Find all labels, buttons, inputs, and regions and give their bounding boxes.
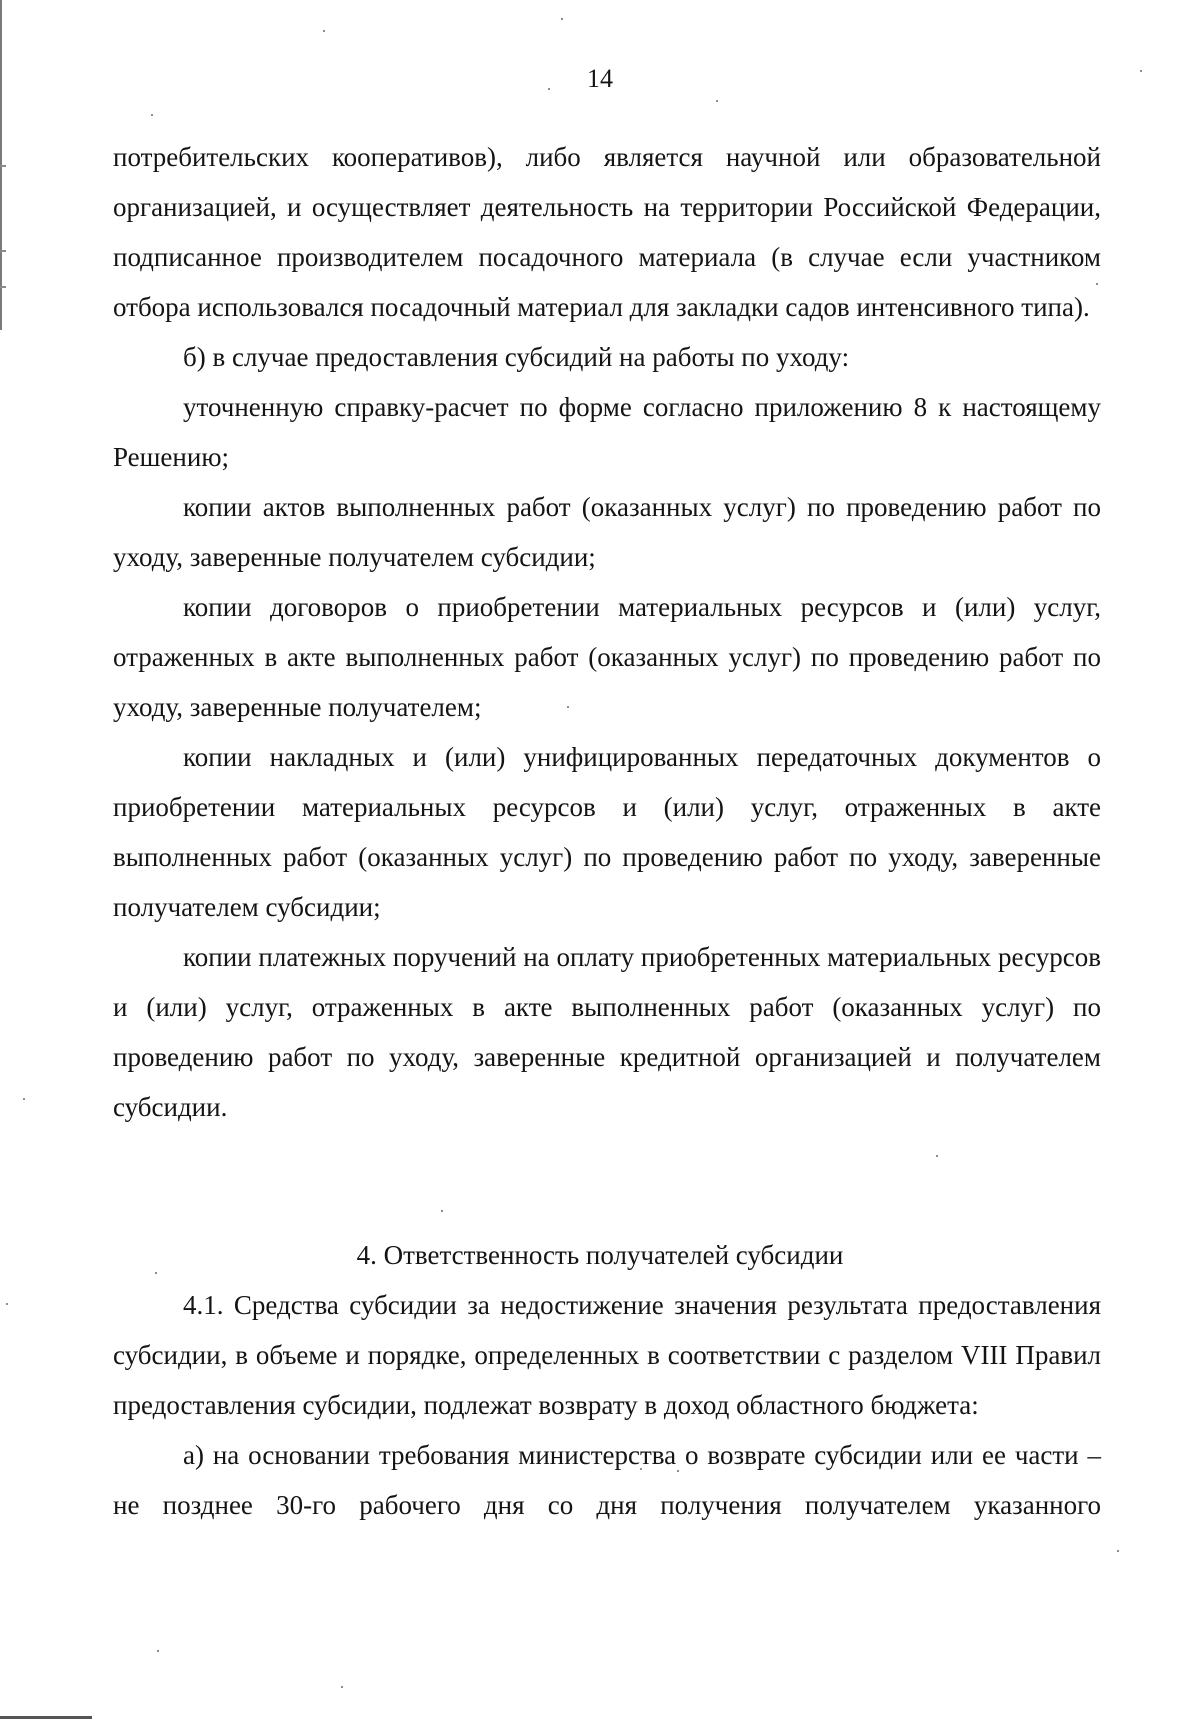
paragraph-continuation: потребительских кооперативов), либо является научной или образовательной организацией, и осуществляет деятельность на территории Российской Федерации, подписанное производителем посадочного материала (в случае если участником отбора использовался посадочный материал для закладки садов интенсивного типа). xyxy=(113,142,1101,322)
scan-dot xyxy=(1117,1550,1119,1552)
paragraph-subitem-b: б) в случае предоставления субсидий на работы по уходу: xyxy=(183,342,850,372)
paragraph-list-item: копии договоров о приобретении материальных ресурсов и (или) услуг, отраженных в акте выполненных работ (оказанных услуг) по проведению работ по уходу, заверенные получателем; xyxy=(113,592,1101,722)
paragraph-clause-4-1: 4.1. Средства субсидии за недостижение значения результата предоставления субсидии, в объеме и порядке, определенных в соответствии с разделом VIII Правил предоставления субсидии, подлежат возврату в доход областного бюджета: xyxy=(113,1290,1101,1420)
scan-dot xyxy=(23,1098,25,1100)
scan-dot xyxy=(341,1686,343,1688)
scan-dot xyxy=(936,1155,938,1157)
scan-bottom-line-artifact xyxy=(0,1716,92,1719)
paragraph-subitem-a: а) на основании требования министерства о возврате субсидии или ее части – не позднее 30-го рабочего дня со дня получения получателем указанного xyxy=(113,1440,1101,1520)
scan-dot xyxy=(151,114,153,116)
paragraph-list-item: копии актов выполненных работ (оказанных услуг) по проведению работ по уходу, заверенные получателем субсидии; xyxy=(113,492,1101,572)
paragraph-list-item: уточненную справку-расчет по форме согласно приложению 8 к настоящему Решению; xyxy=(113,392,1101,472)
scan-dot xyxy=(157,1650,159,1652)
section-text xyxy=(113,1280,1101,1530)
paragraph-list-item: копии накладных и (или) унифицированных передаточных документов о приобретении материальных ресурсов и (или) услуг, отраженных в акте выполненных работ (оказанных услуг) по проведению работ по уходу, заверенные получателем субсидии; xyxy=(113,742,1101,922)
paragraph-list-item: копии платежных поручений на оплату приобретенных материальных ресурсов и (или) услуг, отраженных в акте выполненных работ (оказанных услуг) по проведению работ по уходу, заверенные кредитной организацией и получателем субсидии. xyxy=(113,942,1101,1122)
scan-dot xyxy=(6,1303,8,1305)
scan-tick-artifact xyxy=(0,165,6,167)
scan-dot xyxy=(441,1210,443,1212)
scan-tick-artifact xyxy=(0,286,6,288)
scan-dot xyxy=(323,30,325,32)
scan-dot xyxy=(561,18,563,20)
scan-dot xyxy=(716,100,718,102)
scan-tick-artifact xyxy=(0,250,6,252)
section-heading: 4. Ответственность получателей субсидии xyxy=(356,1240,844,1270)
page-number: 14 xyxy=(587,64,613,93)
body-text xyxy=(113,132,1101,1132)
